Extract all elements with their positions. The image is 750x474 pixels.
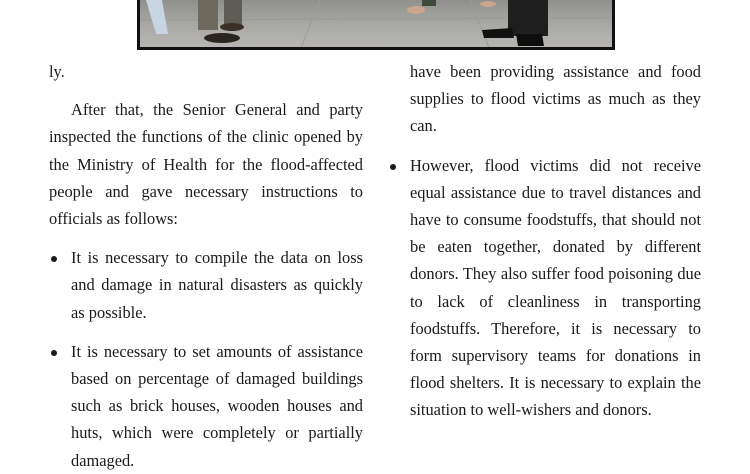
continuation-text: have been providing assistance and food supplies to flood victims as much as they can.: [410, 62, 701, 136]
left-column: [49, 58, 363, 474]
bullet-list: [49, 244, 363, 474]
bullet-item: However, flood victims did not receive equal assistance due to travel distances and have to consume foodstuffs, that should not be eaten together, donated by different donors. They also suffer food poisoning due to lack of cleanliness in transporting foodstuffs. Therefore, it is necessary to form supervisory teams for donations in flood shelters. It is necessary to explain the situation to well-wishers and donors.: [388, 152, 701, 424]
news-photo: [137, 0, 615, 50]
right-column: [388, 58, 701, 424]
bullet-item: It is necessary to set amounts of assistance based on percentage of damaged buildings such as brick houses, wooden houses and huts, which were completely or partially damaged.: [49, 338, 363, 474]
continuation-text: ly.: [49, 62, 65, 81]
body-paragraph: After that, the Senior General and party inspected the functions of the clinic opened by the Ministry of Health for the flood-affected people and gave necessary instructions to officials as follows:: [49, 100, 363, 229]
bullet-list: [388, 152, 701, 424]
bullet-item: It is necessary to compile the data on loss and damage in natural disasters as quickly as possible.: [49, 244, 363, 326]
